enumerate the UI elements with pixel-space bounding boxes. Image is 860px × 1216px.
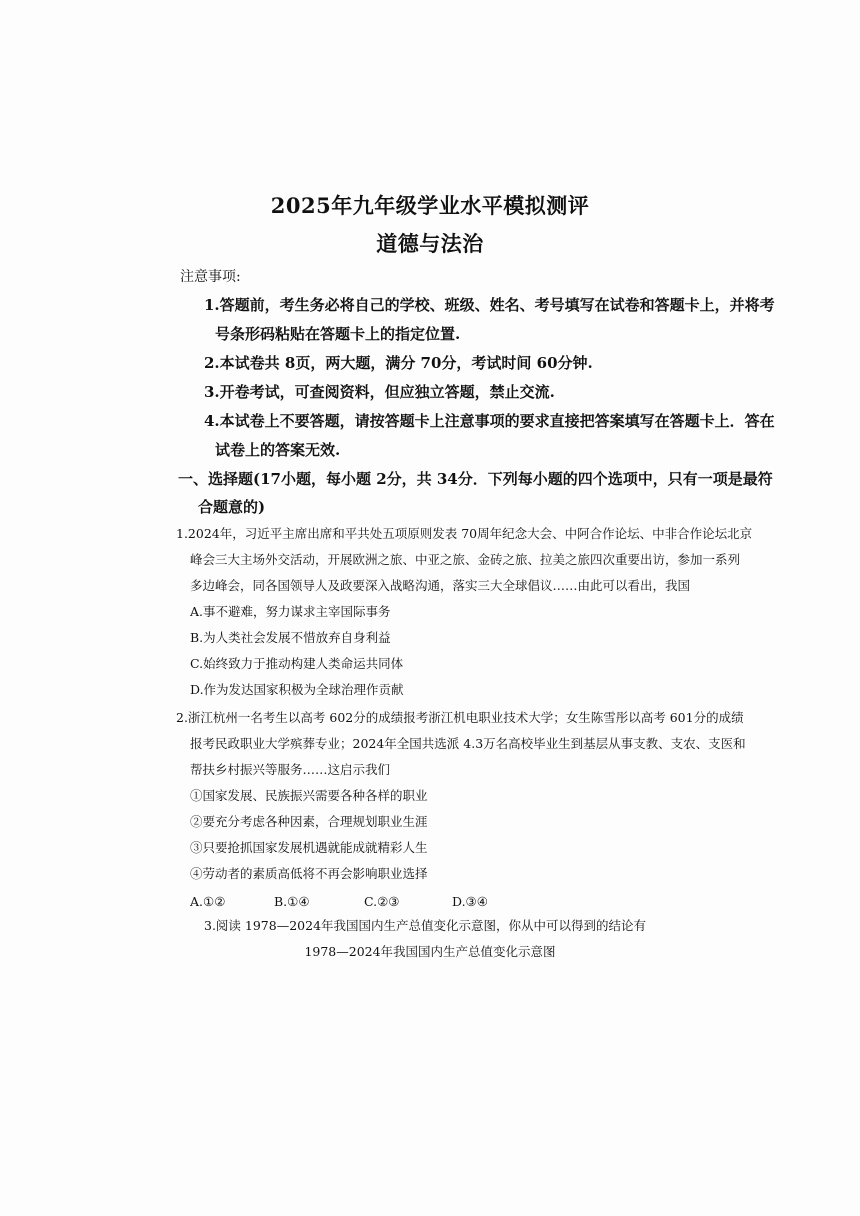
question-2-choice-d: D.③④ (452, 894, 488, 909)
notice-item-1: 1.答题前，考生务必将自己的学校、班级、姓名、考号填写在试卷和答题卡上，并将考 (204, 296, 775, 314)
section-1-heading: 一、选择题(17小题，每小题 2分，共 34分．下列每小题的四个选项中，只有一项是最符 (178, 470, 773, 488)
question-1-line-1: 1.2024年，习近平主席出席和平共处五项原则发表 70周年纪念大会、中阿合作论坛、中非合作论坛北京 (176, 526, 753, 541)
question-3-line: 3.阅读 1978—2024年我国国内生产总值变化示意图，你从中可以得到的结论有 (204, 918, 647, 933)
question-2-statement-2: ②要充分考虑各种因素，合理规划职业生涯 (190, 814, 428, 829)
notice-item-2: 2.本试卷共 8页，两大题，满分 70分，考试时间 60分钟. (204, 354, 593, 372)
subject-title: 道德与法治 (376, 231, 484, 256)
question-1-option-a: A.事不避难，努力谋求主宰国际事务 (190, 604, 391, 619)
question-2-line-3: 帮扶乡村振兴等服务……这启示我们 (190, 762, 391, 777)
question-2-statement-3: ③只要抢抓国家发展机遇就能成就精彩人生 (190, 840, 428, 855)
question-1-line-2: 峰会三大主场外交活动，开展欧洲之旅、中亚之旅、金砖之旅、拉美之旅四次重要出访，参加一系列 (190, 552, 741, 567)
question-2-choice-b: B.①④ (274, 894, 310, 909)
question-1-option-d: D.作为发达国家积极为全球治理作贡献 (190, 682, 404, 697)
question-2-line-1: 2.浙江杭州一名考生以高考 602分的成绩报考浙江机电职业技术大学；女生陈雪彤以高考 601分的成绩 (176, 710, 744, 725)
question-2-statement-1: ①国家发展、民族振兴需要各种各样的职业 (190, 788, 428, 803)
notice-item-4-cont: 试卷上的答案无效. (215, 441, 341, 459)
notice-item-1-cont: 号条形码粘贴在答题卡上的指定位置. (215, 325, 461, 343)
question-3-chart-caption: 1978—2024年我国国内生产总值变化示意图 (304, 944, 556, 959)
question-2-choice-c: C.②③ (364, 894, 400, 909)
notice-item-3: 3.开卷考试，可查阅资料，但应独立答题，禁止交流. (204, 383, 555, 401)
question-1-option-b: B.为人类社会发展不惜放弃自身利益 (190, 630, 391, 645)
question-1-option-c: C.始终致力于推动构建人类命运共同体 (190, 656, 404, 671)
question-2-choice-a: A.①② (190, 894, 226, 909)
exam-title: 2025年九年级学业水平模拟测评 (270, 193, 590, 218)
question-1-line-3: 多边峰会，同各国领导人及政要深入战略沟通，落实三大全球倡议……由此可以看出，我国 (190, 578, 691, 593)
notice-item-4: 4.本试卷上不要答题，请按答题卡上注意事项的要求直接把答案填写在答题卡上．答在 (204, 412, 775, 430)
section-1-heading-cont: 合题意的) (198, 498, 266, 516)
notice-heading: 注意事项: (180, 269, 241, 285)
question-2-statement-4: ④劳动者的素质高低将不再会影响职业选择 (190, 866, 428, 881)
question-2-line-2: 报考民政职业大学殡葬专业；2024年全国共选派 4.3万名高校毕业生到基层从事支教、支农、支医和 (190, 736, 746, 751)
